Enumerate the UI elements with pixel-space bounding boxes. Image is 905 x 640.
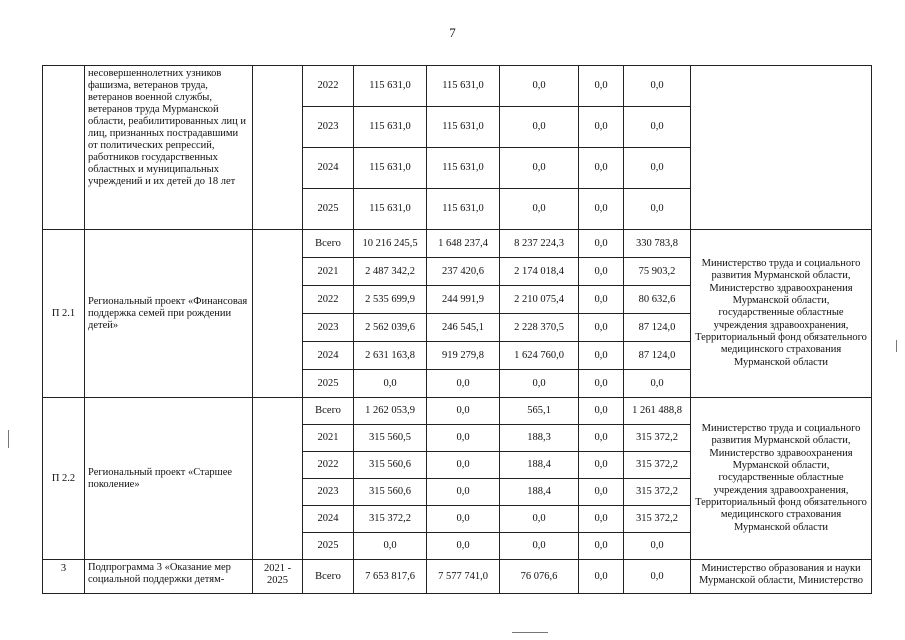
funding-cell: 0,0 xyxy=(500,370,579,398)
funding-cell: 0,0 xyxy=(624,533,691,560)
funding-cell: 0,0 xyxy=(427,425,500,452)
funding-cell: 0,0 xyxy=(427,506,500,533)
item-number: 3 xyxy=(43,560,85,594)
funding-cell: 0,0 xyxy=(579,66,624,107)
funding-cell: 315 372,2 xyxy=(624,452,691,479)
table-row xyxy=(43,66,872,107)
item-number: П 2.1 xyxy=(43,230,85,398)
funding-cell: 0,0 xyxy=(624,148,691,189)
year-cell: 2022 xyxy=(303,452,354,479)
total-cell: 2 487 342,2 xyxy=(354,258,427,286)
table-row xyxy=(43,560,872,594)
funding-cell: 1 261 488,8 xyxy=(624,398,691,425)
item-title: Подпрограмма 3 «Оказание мер социальной поддержки детям- xyxy=(85,560,253,594)
year-cell: 2023 xyxy=(303,107,354,148)
funding-cell: 115 631,0 xyxy=(427,66,500,107)
funding-cell: 2 210 075,4 xyxy=(500,286,579,314)
scan-mark xyxy=(896,340,897,352)
total-cell: 315 560,5 xyxy=(354,425,427,452)
year-cell: 2025 xyxy=(303,533,354,560)
funding-cell: 0,0 xyxy=(427,398,500,425)
funding-cell: 87 124,0 xyxy=(624,342,691,370)
funding-cell: 0,0 xyxy=(500,148,579,189)
total-cell: 10 216 245,5 xyxy=(354,230,427,258)
funding-cell: 7 577 741,0 xyxy=(427,560,500,594)
year-cell: 2025 xyxy=(303,370,354,398)
funding-cell: 76 076,6 xyxy=(500,560,579,594)
total-cell: 0,0 xyxy=(354,370,427,398)
item-title: Региональный проект «Старшее поколение» xyxy=(85,398,253,560)
funding-cell: 0,0 xyxy=(579,506,624,533)
total-cell: 315 372,2 xyxy=(354,506,427,533)
funding-cell: 188,4 xyxy=(500,452,579,479)
funding-cell: 315 372,2 xyxy=(624,479,691,506)
year-cell: Всего xyxy=(303,560,354,594)
year-cell: 2023 xyxy=(303,314,354,342)
item-title: Региональный проект «Финансовая поддержка семей при рождении детей» xyxy=(85,230,253,398)
funding-cell: 0,0 xyxy=(579,398,624,425)
total-cell: 115 631,0 xyxy=(354,189,427,230)
year-cell: 2022 xyxy=(303,286,354,314)
total-cell: 2 631 163,8 xyxy=(354,342,427,370)
funding-cell: 75 903,2 xyxy=(624,258,691,286)
funding-cell: 244 991,9 xyxy=(427,286,500,314)
funding-cell: 0,0 xyxy=(579,286,624,314)
program-finance-table xyxy=(42,65,872,594)
funding-cell: 0,0 xyxy=(579,370,624,398)
funding-cell: 1 648 237,4 xyxy=(427,230,500,258)
cont-num-cell xyxy=(43,66,85,230)
funding-cell: 0,0 xyxy=(624,66,691,107)
funding-cell: 0,0 xyxy=(579,148,624,189)
funding-cell: 87 124,0 xyxy=(624,314,691,342)
year-cell: 2023 xyxy=(303,479,354,506)
funding-cell: 0,0 xyxy=(579,189,624,230)
year-cell: 2024 xyxy=(303,506,354,533)
funding-cell: 8 237 224,3 xyxy=(500,230,579,258)
funding-cell: 2 228 370,5 xyxy=(500,314,579,342)
funding-cell: 188,4 xyxy=(500,479,579,506)
responsible-executors: Министерство труда и социального развития Мурманской области, Министерство здравоохранения Мурманской области, государственные областные учреждения здравоохранения, Территориальный фонд обязательного медицинского страхования Мурманской области xyxy=(691,230,872,398)
funding-cell: 0,0 xyxy=(427,452,500,479)
funding-cell: 0,0 xyxy=(579,107,624,148)
responsible-executors: Министерство образования и науки Мурманской области, Министерство xyxy=(691,560,872,594)
total-cell: 315 560,6 xyxy=(354,452,427,479)
funding-cell: 237 420,6 xyxy=(427,258,500,286)
funding-cell: 0,0 xyxy=(579,425,624,452)
responsible-executors: Министерство труда и социального развития Мурманской области, Министерство здравоохранения Мурманской области, государственные областные учреждения здравоохранения, Территориальный фонд обязательного медицинского страхования Мурманской области xyxy=(691,398,872,560)
period-cell xyxy=(253,398,303,560)
total-cell: 115 631,0 xyxy=(354,148,427,189)
page-number: 7 xyxy=(449,25,456,40)
funding-cell: 0,0 xyxy=(500,533,579,560)
year-cell: 2021 xyxy=(303,425,354,452)
funding-cell: 0,0 xyxy=(624,107,691,148)
funding-cell: 80 632,6 xyxy=(624,286,691,314)
funding-cell: 0,0 xyxy=(624,370,691,398)
funding-cell: 0,0 xyxy=(427,370,500,398)
total-cell: 7 653 817,6 xyxy=(354,560,427,594)
total-cell: 115 631,0 xyxy=(354,107,427,148)
funding-cell: 0,0 xyxy=(624,560,691,594)
year-cell: 2024 xyxy=(303,148,354,189)
total-cell: 115 631,0 xyxy=(354,66,427,107)
funding-cell: 0,0 xyxy=(579,342,624,370)
funding-cell: 0,0 xyxy=(500,506,579,533)
total-cell: 315 560,6 xyxy=(354,479,427,506)
funding-cell: 0,0 xyxy=(579,533,624,560)
funding-cell: 0,0 xyxy=(500,189,579,230)
total-cell: 2 535 699,9 xyxy=(354,286,427,314)
funding-cell: 0,0 xyxy=(579,258,624,286)
funding-cell: 0,0 xyxy=(427,479,500,506)
funding-cell: 565,1 xyxy=(500,398,579,425)
year-cell: 2021 xyxy=(303,258,354,286)
funding-cell: 315 372,2 xyxy=(624,425,691,452)
cont-description: несовершеннолетних узников фашизма, ветеранов труда, ветеранов военной службы, ветеранов труда Мурманской области, реабилитированных лиц и лиц, признанных пострадавшими от политических репрессий, работников государственных областных и муниципальных учреждений и их детей до 18 лет xyxy=(85,66,253,230)
funding-cell: 2 174 018,4 xyxy=(500,258,579,286)
table-row xyxy=(43,230,872,258)
funding-cell: 0,0 xyxy=(500,66,579,107)
total-cell: 2 562 039,6 xyxy=(354,314,427,342)
cont-period-cell xyxy=(253,66,303,230)
funding-cell: 0,0 xyxy=(579,230,624,258)
funding-cell: 188,3 xyxy=(500,425,579,452)
year-cell: Всего xyxy=(303,398,354,425)
funding-cell: 919 279,8 xyxy=(427,342,500,370)
total-cell: 0,0 xyxy=(354,533,427,560)
scan-mark xyxy=(512,632,548,633)
total-cell: 1 262 053,9 xyxy=(354,398,427,425)
funding-cell: 115 631,0 xyxy=(427,148,500,189)
funding-cell: 246 545,1 xyxy=(427,314,500,342)
cont-responsible-cell xyxy=(691,66,872,230)
funding-cell: 0,0 xyxy=(579,314,624,342)
year-cell: 2025 xyxy=(303,189,354,230)
scan-mark xyxy=(8,430,9,448)
funding-cell: 330 783,8 xyxy=(624,230,691,258)
year-cell: Всего xyxy=(303,230,354,258)
funding-cell: 0,0 xyxy=(624,189,691,230)
item-number: П 2.2 xyxy=(43,398,85,560)
funding-cell: 0,0 xyxy=(579,560,624,594)
funding-cell: 315 372,2 xyxy=(624,506,691,533)
year-cell: 2022 xyxy=(303,66,354,107)
funding-cell: 115 631,0 xyxy=(427,107,500,148)
period-cell: 2021 - 2025 xyxy=(253,560,303,594)
funding-cell: 115 631,0 xyxy=(427,189,500,230)
funding-cell: 0,0 xyxy=(579,452,624,479)
funding-cell: 0,0 xyxy=(500,107,579,148)
funding-cell: 1 624 760,0 xyxy=(500,342,579,370)
period-cell xyxy=(253,230,303,398)
funding-cell: 0,0 xyxy=(427,533,500,560)
table-row xyxy=(43,398,872,425)
year-cell: 2024 xyxy=(303,342,354,370)
funding-cell: 0,0 xyxy=(579,479,624,506)
